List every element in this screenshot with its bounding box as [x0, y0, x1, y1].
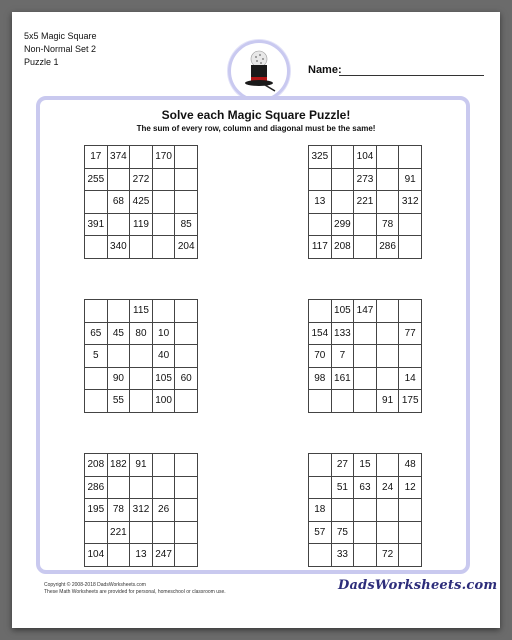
- square-row: [85, 521, 198, 544]
- given-cell: 286: [376, 236, 399, 259]
- empty-cell[interactable]: [152, 236, 175, 259]
- empty-cell[interactable]: [85, 390, 108, 413]
- square-row: [309, 300, 422, 323]
- empty-cell[interactable]: [85, 236, 108, 259]
- empty-cell[interactable]: [399, 300, 422, 323]
- given-cell: 51: [331, 476, 354, 499]
- square-row: [309, 322, 422, 345]
- empty-cell[interactable]: [175, 544, 198, 567]
- empty-cell[interactable]: [107, 345, 130, 368]
- magic-square-4: [308, 299, 422, 413]
- empty-cell[interactable]: [399, 345, 422, 368]
- empty-cell[interactable]: [152, 476, 175, 499]
- given-cell: 221: [354, 191, 377, 214]
- given-cell: 40: [152, 345, 175, 368]
- empty-cell[interactable]: [107, 300, 130, 323]
- empty-cell[interactable]: [376, 521, 399, 544]
- given-cell: 90: [107, 367, 130, 390]
- empty-cell[interactable]: [376, 146, 399, 169]
- square-row: [309, 476, 422, 499]
- given-cell: 391: [85, 213, 108, 236]
- given-cell: 147: [354, 300, 377, 323]
- given-cell: 57: [309, 521, 332, 544]
- given-cell: 105: [331, 300, 354, 323]
- given-cell: 13: [130, 544, 153, 567]
- empty-cell[interactable]: [399, 521, 422, 544]
- given-cell: 133: [331, 322, 354, 345]
- given-cell: 15: [354, 454, 377, 477]
- square-row: [85, 454, 198, 477]
- empty-cell[interactable]: [309, 390, 332, 413]
- empty-cell[interactable]: [175, 390, 198, 413]
- empty-cell[interactable]: [309, 544, 332, 567]
- empty-cell[interactable]: [331, 168, 354, 191]
- given-cell: 63: [354, 476, 377, 499]
- empty-cell[interactable]: [107, 213, 130, 236]
- empty-cell[interactable]: [331, 499, 354, 522]
- given-cell: 17: [85, 146, 108, 169]
- given-cell: 104: [85, 544, 108, 567]
- empty-cell[interactable]: [354, 544, 377, 567]
- empty-cell[interactable]: [175, 345, 198, 368]
- square-row: [309, 191, 422, 214]
- empty-cell[interactable]: [130, 146, 153, 169]
- page-title: Solve each Magic Square Puzzle!: [161, 108, 351, 122]
- empty-cell[interactable]: [152, 213, 175, 236]
- square-row: [85, 544, 198, 567]
- empty-cell[interactable]: [175, 476, 198, 499]
- given-cell: 33: [331, 544, 354, 567]
- empty-cell[interactable]: [152, 521, 175, 544]
- empty-cell[interactable]: [175, 300, 198, 323]
- given-cell: 85: [175, 213, 198, 236]
- square-row: [309, 168, 422, 191]
- given-cell: 91: [399, 168, 422, 191]
- given-cell: 98: [309, 367, 332, 390]
- empty-cell[interactable]: [376, 367, 399, 390]
- given-cell: 272: [130, 168, 153, 191]
- given-cell: 75: [331, 521, 354, 544]
- square-row: [85, 499, 198, 522]
- square-row: [85, 236, 198, 259]
- worksheet-info: [24, 30, 97, 69]
- given-cell: 170: [152, 146, 175, 169]
- given-cell: 45: [107, 322, 130, 345]
- given-cell: 374: [107, 146, 130, 169]
- square-row: [309, 367, 422, 390]
- empty-cell[interactable]: [152, 191, 175, 214]
- empty-cell[interactable]: [309, 476, 332, 499]
- empty-cell[interactable]: [130, 236, 153, 259]
- empty-cell[interactable]: [376, 322, 399, 345]
- empty-cell[interactable]: [331, 146, 354, 169]
- empty-cell[interactable]: [175, 521, 198, 544]
- empty-cell[interactable]: [309, 300, 332, 323]
- empty-cell[interactable]: [399, 213, 422, 236]
- given-cell: 26: [152, 499, 175, 522]
- empty-cell[interactable]: [354, 345, 377, 368]
- given-cell: 78: [376, 213, 399, 236]
- empty-cell[interactable]: [354, 213, 377, 236]
- given-cell: 77: [399, 322, 422, 345]
- empty-cell[interactable]: [107, 476, 130, 499]
- given-cell: 195: [85, 499, 108, 522]
- given-cell: 10: [152, 322, 175, 345]
- footer-text: [44, 582, 226, 596]
- given-cell: 65: [85, 322, 108, 345]
- empty-cell[interactable]: [331, 390, 354, 413]
- given-cell: 18: [309, 499, 332, 522]
- square-row: [85, 213, 198, 236]
- empty-cell[interactable]: [354, 499, 377, 522]
- magic-square-1: [84, 145, 198, 259]
- given-cell: 72: [376, 544, 399, 567]
- given-cell: 286: [85, 476, 108, 499]
- empty-cell[interactable]: [309, 213, 332, 236]
- given-cell: 91: [376, 390, 399, 413]
- given-cell: 182: [107, 454, 130, 477]
- given-cell: 60: [175, 367, 198, 390]
- empty-cell[interactable]: [130, 476, 153, 499]
- given-cell: 48: [399, 454, 422, 477]
- magic-square-2: [308, 145, 422, 259]
- empty-cell[interactable]: [399, 544, 422, 567]
- empty-cell[interactable]: [331, 191, 354, 214]
- square-row: [85, 390, 198, 413]
- worksheet-type: 5x5 Magic Square: [24, 31, 97, 41]
- given-cell: 104: [354, 146, 377, 169]
- square-row: [85, 345, 198, 368]
- empty-cell[interactable]: [309, 168, 332, 191]
- magic-square-3: [84, 299, 198, 413]
- given-cell: 80: [130, 322, 153, 345]
- worksheet-set: Non-Normal Set 2: [24, 44, 97, 54]
- empty-cell[interactable]: [152, 300, 175, 323]
- given-cell: 105: [152, 367, 175, 390]
- given-cell: 208: [331, 236, 354, 259]
- square-row: [309, 345, 422, 368]
- square-row: [309, 454, 422, 477]
- empty-cell[interactable]: [376, 454, 399, 477]
- square-row: [85, 146, 198, 169]
- square-row: [85, 322, 198, 345]
- given-cell: 312: [130, 499, 153, 522]
- given-cell: 7: [331, 345, 354, 368]
- empty-cell[interactable]: [107, 544, 130, 567]
- given-cell: 55: [107, 390, 130, 413]
- given-cell: 312: [399, 191, 422, 214]
- square-row: [309, 390, 422, 413]
- square-row: [85, 300, 198, 323]
- empty-cell[interactable]: [354, 521, 377, 544]
- square-row: [85, 168, 198, 191]
- empty-cell[interactable]: [85, 300, 108, 323]
- given-cell: 115: [130, 300, 153, 323]
- empty-cell[interactable]: [354, 390, 377, 413]
- empty-cell[interactable]: [309, 454, 332, 477]
- given-cell: 273: [354, 168, 377, 191]
- empty-cell[interactable]: [107, 168, 130, 191]
- empty-cell[interactable]: [376, 300, 399, 323]
- empty-cell[interactable]: [152, 168, 175, 191]
- given-cell: 208: [85, 454, 108, 477]
- empty-cell[interactable]: [175, 168, 198, 191]
- empty-cell[interactable]: [376, 345, 399, 368]
- given-cell: 78: [107, 499, 130, 522]
- given-cell: 14: [399, 367, 422, 390]
- empty-cell[interactable]: [354, 322, 377, 345]
- square-row: [309, 544, 422, 567]
- given-cell: 68: [107, 191, 130, 214]
- empty-cell[interactable]: [175, 499, 198, 522]
- empty-cell[interactable]: [376, 191, 399, 214]
- empty-cell[interactable]: [85, 521, 108, 544]
- given-cell: 425: [130, 191, 153, 214]
- empty-cell[interactable]: [130, 345, 153, 368]
- empty-cell[interactable]: [175, 322, 198, 345]
- given-cell: 100: [152, 390, 175, 413]
- site-logo-text: DadsWorksheets.com: [338, 578, 498, 593]
- square-row: [85, 367, 198, 390]
- worksheet-puzzle-number: Puzzle 1: [24, 57, 59, 67]
- empty-cell[interactable]: [399, 146, 422, 169]
- given-cell: 247: [152, 544, 175, 567]
- empty-cell[interactable]: [175, 191, 198, 214]
- given-cell: 119: [130, 213, 153, 236]
- given-cell: 24: [376, 476, 399, 499]
- name-label: Name:: [308, 64, 342, 76]
- empty-cell[interactable]: [354, 236, 377, 259]
- given-cell: 204: [175, 236, 198, 259]
- page-instructions: The sum of every row, column and diagonal must be the same!: [136, 124, 376, 133]
- magic-square-5: [84, 453, 198, 567]
- empty-cell[interactable]: [376, 168, 399, 191]
- empty-cell[interactable]: [399, 499, 422, 522]
- empty-cell[interactable]: [85, 367, 108, 390]
- empty-cell[interactable]: [85, 191, 108, 214]
- square-row: [309, 521, 422, 544]
- given-cell: 255: [85, 168, 108, 191]
- empty-cell[interactable]: [130, 367, 153, 390]
- given-cell: 154: [309, 322, 332, 345]
- given-cell: 13: [309, 191, 332, 214]
- magic-square-6: [308, 453, 422, 567]
- given-cell: 117: [309, 236, 332, 259]
- empty-cell[interactable]: [175, 146, 198, 169]
- given-cell: 340: [107, 236, 130, 259]
- given-cell: 91: [130, 454, 153, 477]
- given-cell: 325: [309, 146, 332, 169]
- usage-note: These Math Worksheets are provided for personal, homeschool or classroom use.: [44, 589, 226, 595]
- square-row: [85, 476, 198, 499]
- given-cell: 221: [107, 521, 130, 544]
- name-field-line[interactable]: [339, 75, 484, 76]
- given-cell: 70: [309, 345, 332, 368]
- square-row: [85, 191, 198, 214]
- given-cell: 12: [399, 476, 422, 499]
- given-cell: 5: [85, 345, 108, 368]
- square-row: [309, 146, 422, 169]
- empty-cell[interactable]: [354, 367, 377, 390]
- empty-cell[interactable]: [399, 236, 422, 259]
- copyright-text: Copyright © 2008-2018 DadsWorksheets.com: [44, 582, 146, 588]
- site-logo: [338, 578, 498, 598]
- square-row: [309, 499, 422, 522]
- empty-cell[interactable]: [376, 499, 399, 522]
- square-row: [309, 213, 422, 236]
- given-cell: 27: [331, 454, 354, 477]
- given-cell: 299: [331, 213, 354, 236]
- magic-top-hat-icon: [228, 40, 290, 102]
- given-cell: 161: [331, 367, 354, 390]
- empty-cell[interactable]: [152, 454, 175, 477]
- empty-cell[interactable]: [130, 390, 153, 413]
- square-row: [309, 236, 422, 259]
- given-cell: 175: [399, 390, 422, 413]
- empty-cell[interactable]: [175, 454, 198, 477]
- empty-cell[interactable]: [130, 521, 153, 544]
